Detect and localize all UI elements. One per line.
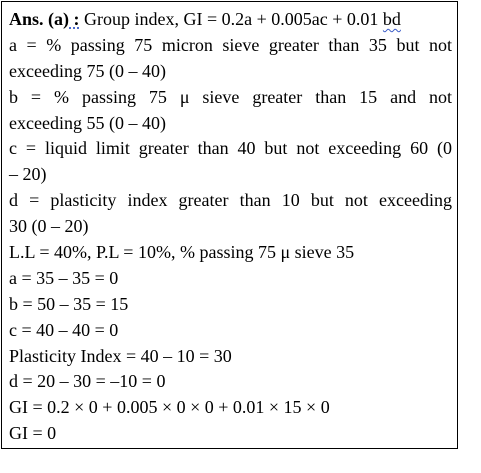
answer-header	[9, 7, 452, 33]
calc-d: d = 20 – 30 = –10 = 0	[9, 371, 166, 392]
answer-label: Ans. (a)	[9, 9, 70, 29]
definition-c-line-1: c = liquid limit greater than 40 but not exceeding 60 (0	[9, 138, 452, 159]
group-index-formula-tail: bd	[382, 9, 401, 29]
calc-a: a = 35 – 35 = 0	[9, 267, 119, 288]
calc-plasticity-index: Plasticity Index = 40 – 10 = 30	[9, 345, 232, 366]
result-gi: GI = 0	[9, 423, 57, 444]
definition-c-line-2: – 20)	[9, 164, 47, 185]
definition-b-line-2: exceeding 55 (0 – 40)	[9, 112, 166, 133]
calc-b: b = 50 – 35 = 15	[9, 293, 129, 314]
definition-a-line-2: exceeding 75 (0 – 40)	[9, 60, 166, 81]
definition-b-line-1: b = % passing 75 μ sieve greater than 15 and not	[9, 86, 452, 107]
calc-gi: GI = 0.2 × 0 + 0.005 × 0 × 0 + 0.01 × 15 × 0	[9, 397, 330, 418]
definition-a-line-1: a = % passing 75 micron sieve greater than 35 but not	[9, 34, 452, 55]
answer-box	[1, 1, 458, 449]
given-values: L.L = 40%, P.L = 10%, % passing 75 μ sieve 35	[9, 242, 355, 263]
definition-d-line-2: 30 (0 – 20)	[9, 216, 89, 237]
calc-c: c = 40 – 40 = 0	[9, 319, 119, 340]
definition-d-line-1: d = plasticity index greater than 10 but not exceeding	[9, 190, 452, 211]
group-index-formula: Group index, GI = 0.2a + 0.005ac + 0.01	[79, 9, 383, 29]
answer-label-separator: :	[69, 9, 80, 29]
